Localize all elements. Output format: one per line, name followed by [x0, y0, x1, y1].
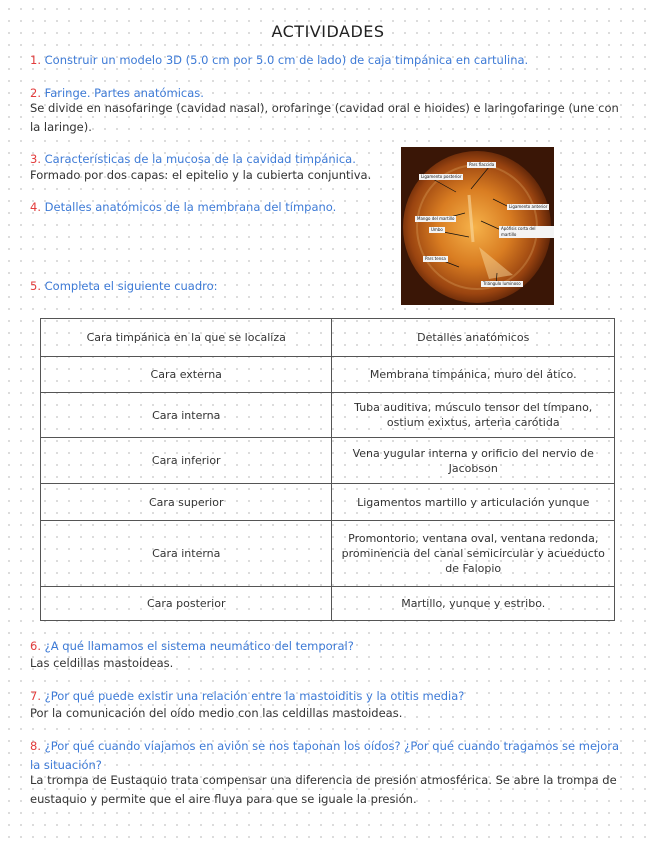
table-header: Cara timpánica en la que se localiza [41, 319, 332, 357]
figure-label: Mango del martillo [417, 216, 455, 221]
table-cell: Martillo, yunque y estribo. [332, 587, 615, 621]
table-cell: Cara inferior [41, 438, 332, 484]
question-number: 2. [30, 86, 41, 100]
question-text: ¿Por qué cuando viajamos en avión se nos taponan los oídos? ¿Por qué cuando tragamos se mejora la situación? [30, 739, 620, 772]
table-row [41, 484, 615, 521]
table-cell: Cara posterior [41, 587, 332, 621]
answer-8: La trompa de Eustaquio trata compensar una diferencia de presión atmosférica. Se abre la trompa de eustaquio y permite que el aire fluya para que se iguale la presión. [30, 773, 617, 806]
tympanic-faces-table [40, 318, 615, 621]
table-cell: Tuba auditiva, músculo tensor del tímpano, ostium exixtus, arteria carótida [332, 393, 615, 438]
answer-3: Formado por dos capas: el epitelio y la cubierta conjuntiva. [30, 168, 372, 182]
table-row [41, 393, 615, 438]
question-number: 5. [30, 279, 41, 293]
question-number: 6. [30, 639, 41, 653]
question-text: Características de la mucosa de la cavidad timpánica. [44, 152, 356, 166]
table-row [41, 357, 615, 393]
table-row [41, 587, 615, 621]
question-number: 7. [30, 689, 41, 703]
table-cell: Cara externa [41, 357, 332, 393]
table-cell: Membrana timpánica, muro del ático. [332, 357, 615, 393]
question-8 [30, 737, 630, 775]
table-cell: Vena yugular interna y orificio del nervio de Jacobson [332, 438, 615, 484]
table-cell: Promontorio, ventana oval, ventana redonda, prominencia del canal semicircular y acueducto de Falopio [332, 521, 615, 587]
figure-label: Triángulo luminoso [483, 281, 521, 286]
question-1 [30, 51, 528, 70]
question-text: Detalles anatómicos de la membrana del tímpano. [44, 200, 337, 214]
question-text: Faringe. Partes anatómicas. [44, 86, 204, 100]
figure-label: Ligamento anterior [509, 204, 548, 209]
question-number: 3. [30, 152, 41, 166]
table-cell: Cara interna [41, 521, 332, 587]
table-row [41, 438, 615, 484]
question-number: 8. [30, 739, 41, 753]
answer-7: Por la comunicación del oído medio con las celdillas mastoideas. [30, 706, 403, 720]
figure-label: Umbo [431, 227, 443, 232]
question-number: 1. [30, 53, 41, 67]
question-text: Completa el siguiente cuadro: [44, 279, 218, 293]
figure-label: Pars tensa [425, 256, 446, 261]
answer-2: Se divide en nasofaringe (cavidad nasal), orofaringe (cavidad oral e hioides) e laringofaringe (une con la laringe). [30, 101, 619, 134]
table-row [41, 521, 615, 587]
tympanic-membrane-figure [401, 147, 554, 305]
page-title: ACTIVIDADES [271, 22, 385, 41]
question-text: ¿A qué llamamos el sistema neumático del temporal? [44, 639, 354, 653]
figure-label: Pars flaccida [469, 162, 495, 167]
question-text: Construir un modelo 3D (5.0 cm por 5.0 cm de lado) de caja timpánica en cartulina. [44, 53, 529, 67]
answer-6: Las celdillas mastoideas. [30, 656, 174, 670]
table-cell: Cara interna [41, 393, 332, 438]
question-number: 4. [30, 200, 41, 214]
table-cell: Cara superior [41, 484, 332, 521]
figure-label: Apófisis corta del martillo [499, 226, 554, 238]
question-5 [30, 277, 218, 296]
table-header: Detalles anatómicos [332, 319, 615, 357]
table-header-row [41, 319, 615, 357]
figure-label: Ligamento posterior [421, 174, 462, 179]
question-text: ¿Por qué puede existir una relación entre la mastoiditis y la otitis media? [44, 689, 465, 703]
table-cell: Ligamentos martillo y articulación yunque [332, 484, 615, 521]
question-4 [30, 198, 336, 217]
